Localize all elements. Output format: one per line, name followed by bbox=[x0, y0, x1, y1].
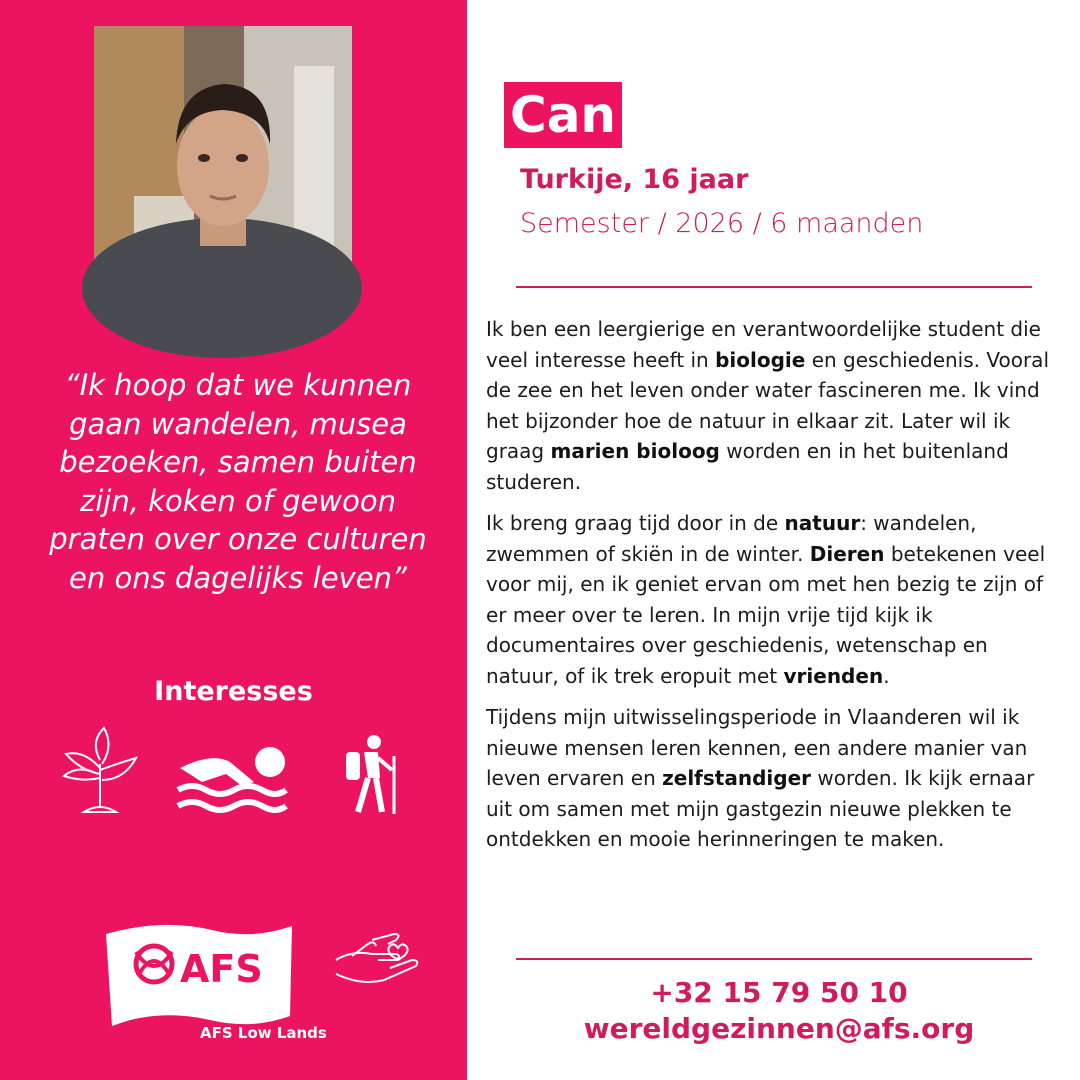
profile-photo bbox=[94, 26, 352, 314]
bio-paragraph-1 bbox=[486, 314, 1066, 497]
plant-icon bbox=[60, 724, 140, 824]
bio-paragraph-2 bbox=[486, 508, 1066, 691]
hand-heart-icon bbox=[332, 930, 422, 1000]
hiker-icon bbox=[340, 734, 402, 820]
program-details: Semester / 2026 / 6 maanden bbox=[520, 208, 924, 239]
bio-highlight: biologie bbox=[715, 347, 806, 372]
bio-text: worden en in het buitenland studeren. bbox=[486, 439, 1009, 494]
bio-paragraph-3 bbox=[486, 702, 1066, 855]
bio-text: Ik ben een leergierige en verantwoordelijke student die veel interesse heeft in bbox=[486, 317, 1041, 372]
bio-text: : wandelen, zwemmen of skiën in de winter. bbox=[486, 511, 977, 566]
svg-text:AFS Low Lands: AFS Low Lands bbox=[200, 1024, 327, 1042]
bio-highlight: natuur bbox=[784, 511, 861, 535]
svg-text:AFS: AFS bbox=[180, 947, 263, 991]
bio-highlight: marien bioloog bbox=[550, 439, 720, 463]
student-name: Can bbox=[504, 82, 622, 148]
bio bbox=[486, 314, 1066, 866]
bio-highlight: zelfstandiger bbox=[662, 766, 812, 790]
bio-highlight: vrienden bbox=[783, 663, 884, 688]
bio-text: . bbox=[883, 663, 890, 688]
divider-top bbox=[516, 286, 1032, 288]
interests-heading: Interesses bbox=[154, 676, 313, 707]
afs-logo bbox=[102, 922, 327, 1052]
bio-text: Tijdens mijn uitwisselingsperiode in Vlaanderen wil ik nieuwe mensen leren kennen, een andere manier van leven ervaren en bbox=[486, 705, 1028, 790]
bio-highlight: Dieren bbox=[809, 541, 885, 566]
bio-text: en geschiedenis. Vooral de zee en het leven onder water fascineren me. Ik vind het bijzonder hoe de natuur in elkaar zit. Later wil ik graag bbox=[486, 347, 1049, 463]
swimmer-icon bbox=[172, 738, 290, 822]
quote-text: “Ik hoop dat we kunnen gaan wandelen, musea bezoeken, samen buiten zijn, koken of gewoon praten over onze culturen en ons dagelijks leven” bbox=[49, 368, 427, 595]
bio-text: worden. Ik kijk ernaar uit om samen met mijn gastgezin nieuwe plekken te ontdekken en mooie herinneringen te maken. bbox=[486, 766, 1035, 851]
left-panel bbox=[0, 0, 467, 1080]
country-age: Turkije, 16 jaar bbox=[520, 164, 749, 195]
bio-text: betekenen veel voor mij, en ik geniet ervan om met hen bezig te zijn of er meer over te leren. In mijn vrije tijd kijk ik documentaires over geschiedenis, wetenschap en natuur, of ik trek eropuit met bbox=[486, 541, 1046, 688]
contact-email[interactable]: wereldgezinnen@afs.org bbox=[583, 1012, 975, 1045]
divider-bottom bbox=[516, 958, 1032, 960]
contact-phone[interactable]: +32 15 79 50 10 bbox=[650, 976, 908, 1009]
bio-text: Ik breng graag tijd door in de bbox=[486, 511, 785, 535]
